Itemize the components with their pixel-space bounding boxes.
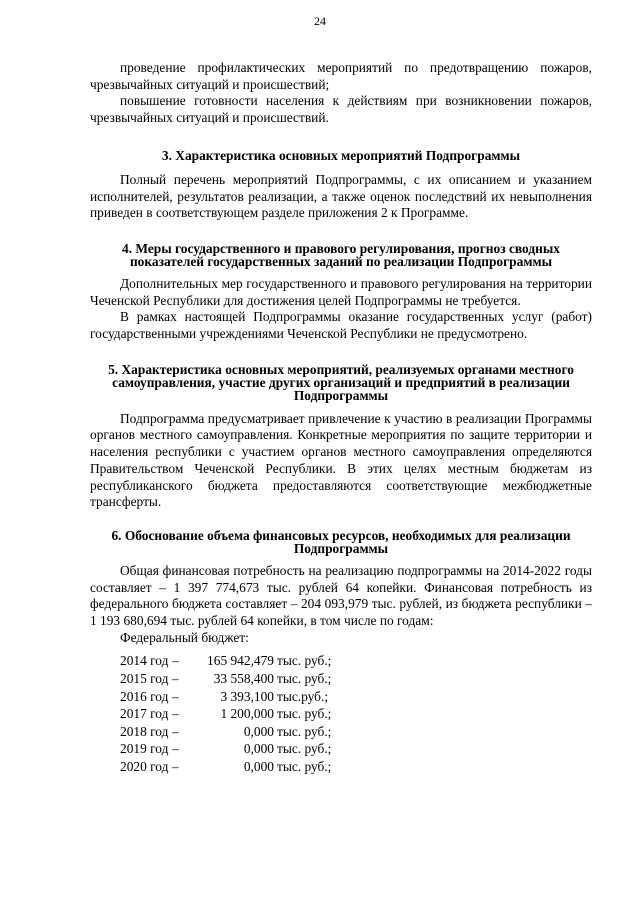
intro-paragraph-2: повышение готовности населения к действиям при возникновении пожаров, чрезвычайных ситуаций и происшествий. [90, 93, 592, 126]
budget-row [120, 723, 592, 741]
budget-dash: – [172, 706, 179, 722]
section-3-paragraph-1: Полный перечень мероприятий Подпрограммы, с их описанием и указанием исполнителей, результатов реализации, а также оценок последствий их невыполнения приведен в соответствующем разделе приложения 2 к Программе. [90, 171, 592, 221]
section-4-paragraph-2: В рамках настоящей Подпрограммы оказание государственных услуг (работ) государственными учреждениями Чеченской Республики не предусмотрено. [90, 309, 592, 342]
section-3-heading: 3. Характеристика основных мероприятий Подпрограммы [161, 147, 521, 163]
budget-unit: тыс. руб.; [277, 741, 332, 757]
budget-dash: – [172, 741, 179, 757]
budget-row [120, 705, 592, 723]
budget-year: 2014 год [120, 653, 169, 669]
budget-year: 2019 год [120, 741, 169, 757]
budget-year: 2017 год [120, 706, 169, 722]
budget-row [120, 758, 592, 776]
budget-unit: тыс.руб.; [277, 688, 329, 704]
budget-amount: 0,000 [243, 723, 274, 739]
budget-row [120, 688, 592, 706]
budget-dash: – [172, 759, 179, 775]
budget-row [120, 740, 592, 758]
budget-unit: тыс. руб.; [277, 671, 332, 687]
budget-amount: 33 558,400 [213, 671, 274, 687]
section-5-heading: 5. Характеристика основных мероприятий, реализуемых органами местного самоуправления, участие других организаций и предприятий в реализации Подпрограммы [108, 361, 574, 403]
budget-dash: – [172, 653, 179, 669]
section-5-paragraph-1: Подпрограмма предусматривает привлечение к участию в реализации Программы органов местного самоуправления. Конкретные мероприятия по защите территории и населения республики с участием органов местного самоуправления определяются Правительством Чеченской Республики. В этих целях местным бюджетам из республиканского бюджета предоставляются соответствующие межбюджетные трансферты. [90, 410, 592, 510]
budget-year: 2015 год [120, 671, 169, 687]
budget-dash: – [172, 723, 179, 739]
federal-budget-title: Федеральный бюджет: [120, 629, 249, 645]
budget-amount: 0,000 [243, 759, 274, 775]
budget-amount: 1 200,000 [220, 706, 274, 722]
section-6-paragraph-1: Общая финансовая потребность на реализацию подпрограммы на 2014-2022 годы составляет – 1 397 774,673 тыс. рублей 64 копейки. Финансовая потребность из федерального бюджета составляет – 204 093,979 тыс. рублей, из бюджета республики – 1 193 680,694 тыс. рублей 64 копейки, в том числе по годам: [90, 562, 592, 629]
budget-amount: 0,000 [243, 741, 274, 757]
budget-unit: тыс. руб.; [277, 653, 332, 669]
budget-unit: тыс. руб.; [277, 723, 332, 739]
section-6-heading: 6. Обоснование объема финансовых ресурсов, необходимых для реализации Подпрограммы [111, 527, 571, 556]
section-4-paragraph-1: Дополнительных мер государственного и правового регулирования на территории Чеченской Республики для достижения целей Подпрограммы не требуется. [90, 275, 592, 308]
budget-year: 2016 год [120, 688, 169, 704]
section-4-heading: 4. Меры государственного и правового регулирования, прогноз сводных показателей государственных заданий по реализации Подпрограммы [122, 240, 560, 269]
budget-year: 2020 год [120, 759, 169, 775]
document-body [90, 60, 592, 776]
budget-dash: – [172, 671, 179, 687]
budget-amount: 3 393,100 [220, 688, 274, 704]
budget-unit: тыс. руб.; [277, 759, 332, 775]
intro-paragraph-1: проведение профилактических мероприятий по предотвращению пожаров, чрезвычайных ситуаций и происшествий; [90, 60, 592, 92]
budget-unit: тыс. руб.; [277, 706, 332, 722]
budget-year: 2018 год [120, 723, 169, 739]
budget-dash: – [172, 688, 179, 704]
federal-budget-list [90, 652, 592, 775]
budget-row [120, 652, 592, 670]
budget-amount: 165 942,479 [207, 653, 274, 669]
budget-row [120, 670, 592, 688]
page-number: 24 [314, 14, 326, 28]
